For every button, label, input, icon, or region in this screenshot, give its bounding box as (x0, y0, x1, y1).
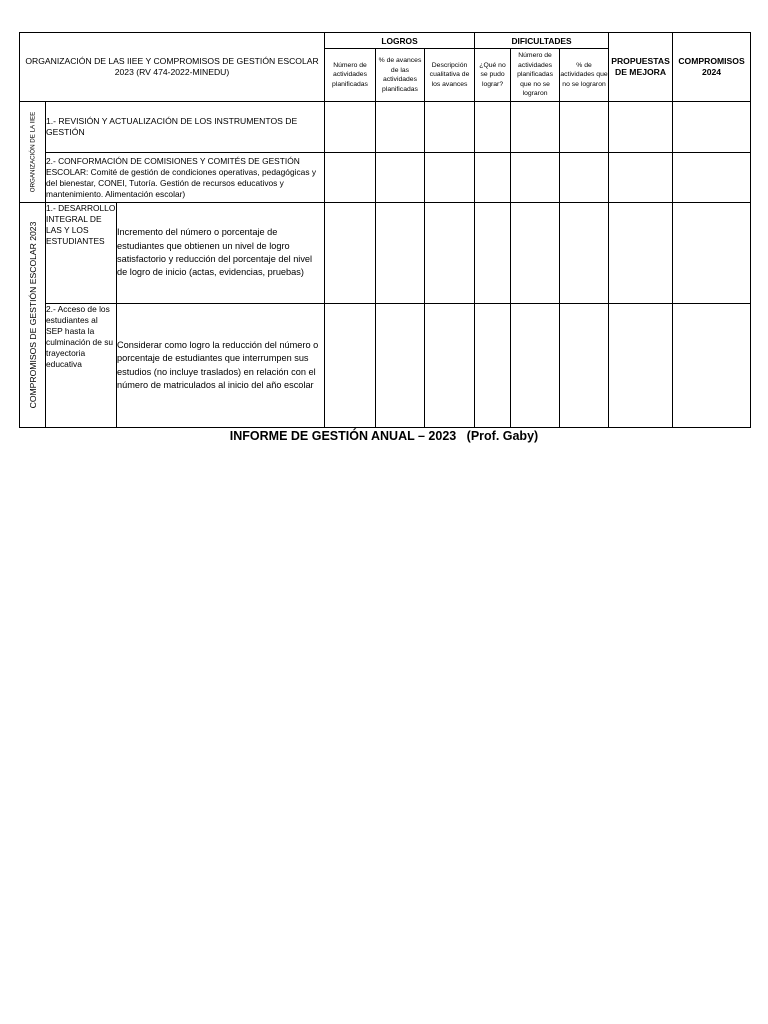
section-label-organizacion (20, 102, 46, 203)
cell-cge2-propuestas[interactable] (609, 304, 673, 428)
cell-org2-propuestas[interactable] (609, 153, 673, 203)
propuestas-header: PROPUESTAS DE MEJORA (609, 33, 673, 102)
section-label-organizacion-text: ORGANIZACIÓN DE LA IIEE (29, 111, 36, 193)
cell-cge1-logros-2[interactable] (376, 203, 425, 304)
report-caption: INFORME DE GESTIÓN ANUAL – 2023 (Prof. Gaby) (229, 429, 539, 443)
cell-cge1-logros-3[interactable] (425, 203, 475, 304)
cell-cge1-logros-1[interactable] (325, 203, 376, 304)
cell-org1-logros-1[interactable] (325, 102, 376, 153)
logros-col-num-planned: Número de actividades planificadas (325, 49, 376, 102)
cell-org1-dif-1[interactable] (475, 102, 511, 153)
cge-2-name: 2.- Acceso de los estudiantes al SEP hasta la culminación de su trayectoria educativa (46, 304, 117, 428)
cell-cge2-logros-1[interactable] (325, 304, 376, 428)
dificultades-col-pct-not-achieved: % de actividades que no se lograron (560, 49, 609, 102)
logros-col-pct-progress: % de avances de las actividades planificadas (376, 49, 425, 102)
cell-org2-dif-2[interactable] (511, 153, 560, 203)
cell-org1-compromisos[interactable] (673, 102, 751, 153)
cell-cge1-dif-2[interactable] (511, 203, 560, 304)
cell-cge2-logros-2[interactable] (376, 304, 425, 428)
cell-org2-dif-1[interactable] (475, 153, 511, 203)
org-row-2-label: 2.- CONFORMACIÓN DE COMISIONES Y COMITÉS DE GESTIÓN ESCOLAR: Comité de gestión de condiciones operativas, pedagógicas y del bienestar, CONEI, Tutoría. Gestión de recursos educativos y mantenimiento. Alimentación escolar) (46, 153, 325, 203)
cell-org1-dif-2[interactable] (511, 102, 560, 153)
cell-cge2-dif-3[interactable] (560, 304, 609, 428)
cell-org2-logros-3[interactable] (425, 153, 475, 203)
cell-cge2-logros-3[interactable] (425, 304, 475, 428)
compromisos-header: COMPROMISOS 2024 (673, 33, 751, 102)
cell-org2-compromisos[interactable] (673, 153, 751, 203)
cell-org1-logros-2[interactable] (376, 102, 425, 153)
logros-col-description: Descripción cualitativa de los avances (425, 49, 475, 102)
org-title-cell: ORGANIZACIÓN DE LAS IIEE Y COMPROMISOS DE GESTIÓN ESCOLAR 2023 (RV 474-2022-MINEDU) (20, 33, 325, 102)
section-label-compromisos-text: COMPROMISOS DE GESTIÓN ESCOLAR 2023 (27, 221, 38, 409)
cell-cge2-dif-2[interactable] (511, 304, 560, 428)
cell-org2-logros-1[interactable] (325, 153, 376, 203)
dificultades-col-num-not-achieved: Número de actividades planificadas que no se lograron (511, 49, 560, 102)
logros-header: LOGROS (325, 33, 475, 49)
cell-cge2-dif-1[interactable] (475, 304, 511, 428)
section-label-compromisos (20, 203, 46, 428)
cge-1-description: Incremento del número o porcentaje de estudiantes que obtienen un nivel de logro satisfactorio y reducción del porcentaje del nivel de logro de inicio (actas, evidencias, pruebas) (117, 203, 325, 304)
cell-org1-propuestas[interactable] (609, 102, 673, 153)
cell-cge1-dif-3[interactable] (560, 203, 609, 304)
cell-cge1-dif-1[interactable] (475, 203, 511, 304)
cell-cge1-propuestas[interactable] (609, 203, 673, 304)
cell-org1-dif-3[interactable] (560, 102, 609, 153)
cell-cge1-compromisos[interactable] (673, 203, 751, 304)
dificultades-col-not-achieved: ¿Qué no se pudo lograr? (475, 49, 511, 102)
cell-org2-logros-2[interactable] (376, 153, 425, 203)
cell-cge2-compromisos[interactable] (673, 304, 751, 428)
cell-org2-dif-3[interactable] (560, 153, 609, 203)
cge-1-name: 1.- DESARROLLO INTEGRAL DE LAS Y LOS ESTUDIANTES (46, 203, 117, 304)
org-row-1-label: 1.- REVISIÓN Y ACTUALIZACIÓN DE LOS INSTRUMENTOS DE GESTIÓN (46, 102, 325, 153)
management-report-table (19, 32, 751, 428)
cge-2-description: Considerar como logro la reducción del número o porcentaje de estudiantes que interrumpen sus estudios (no incluye traslados) en relación con el número de matriculados al inicio del año escolar (117, 304, 325, 428)
cell-org1-logros-3[interactable] (425, 102, 475, 153)
dificultades-header: DIFICULTADES (475, 33, 609, 49)
